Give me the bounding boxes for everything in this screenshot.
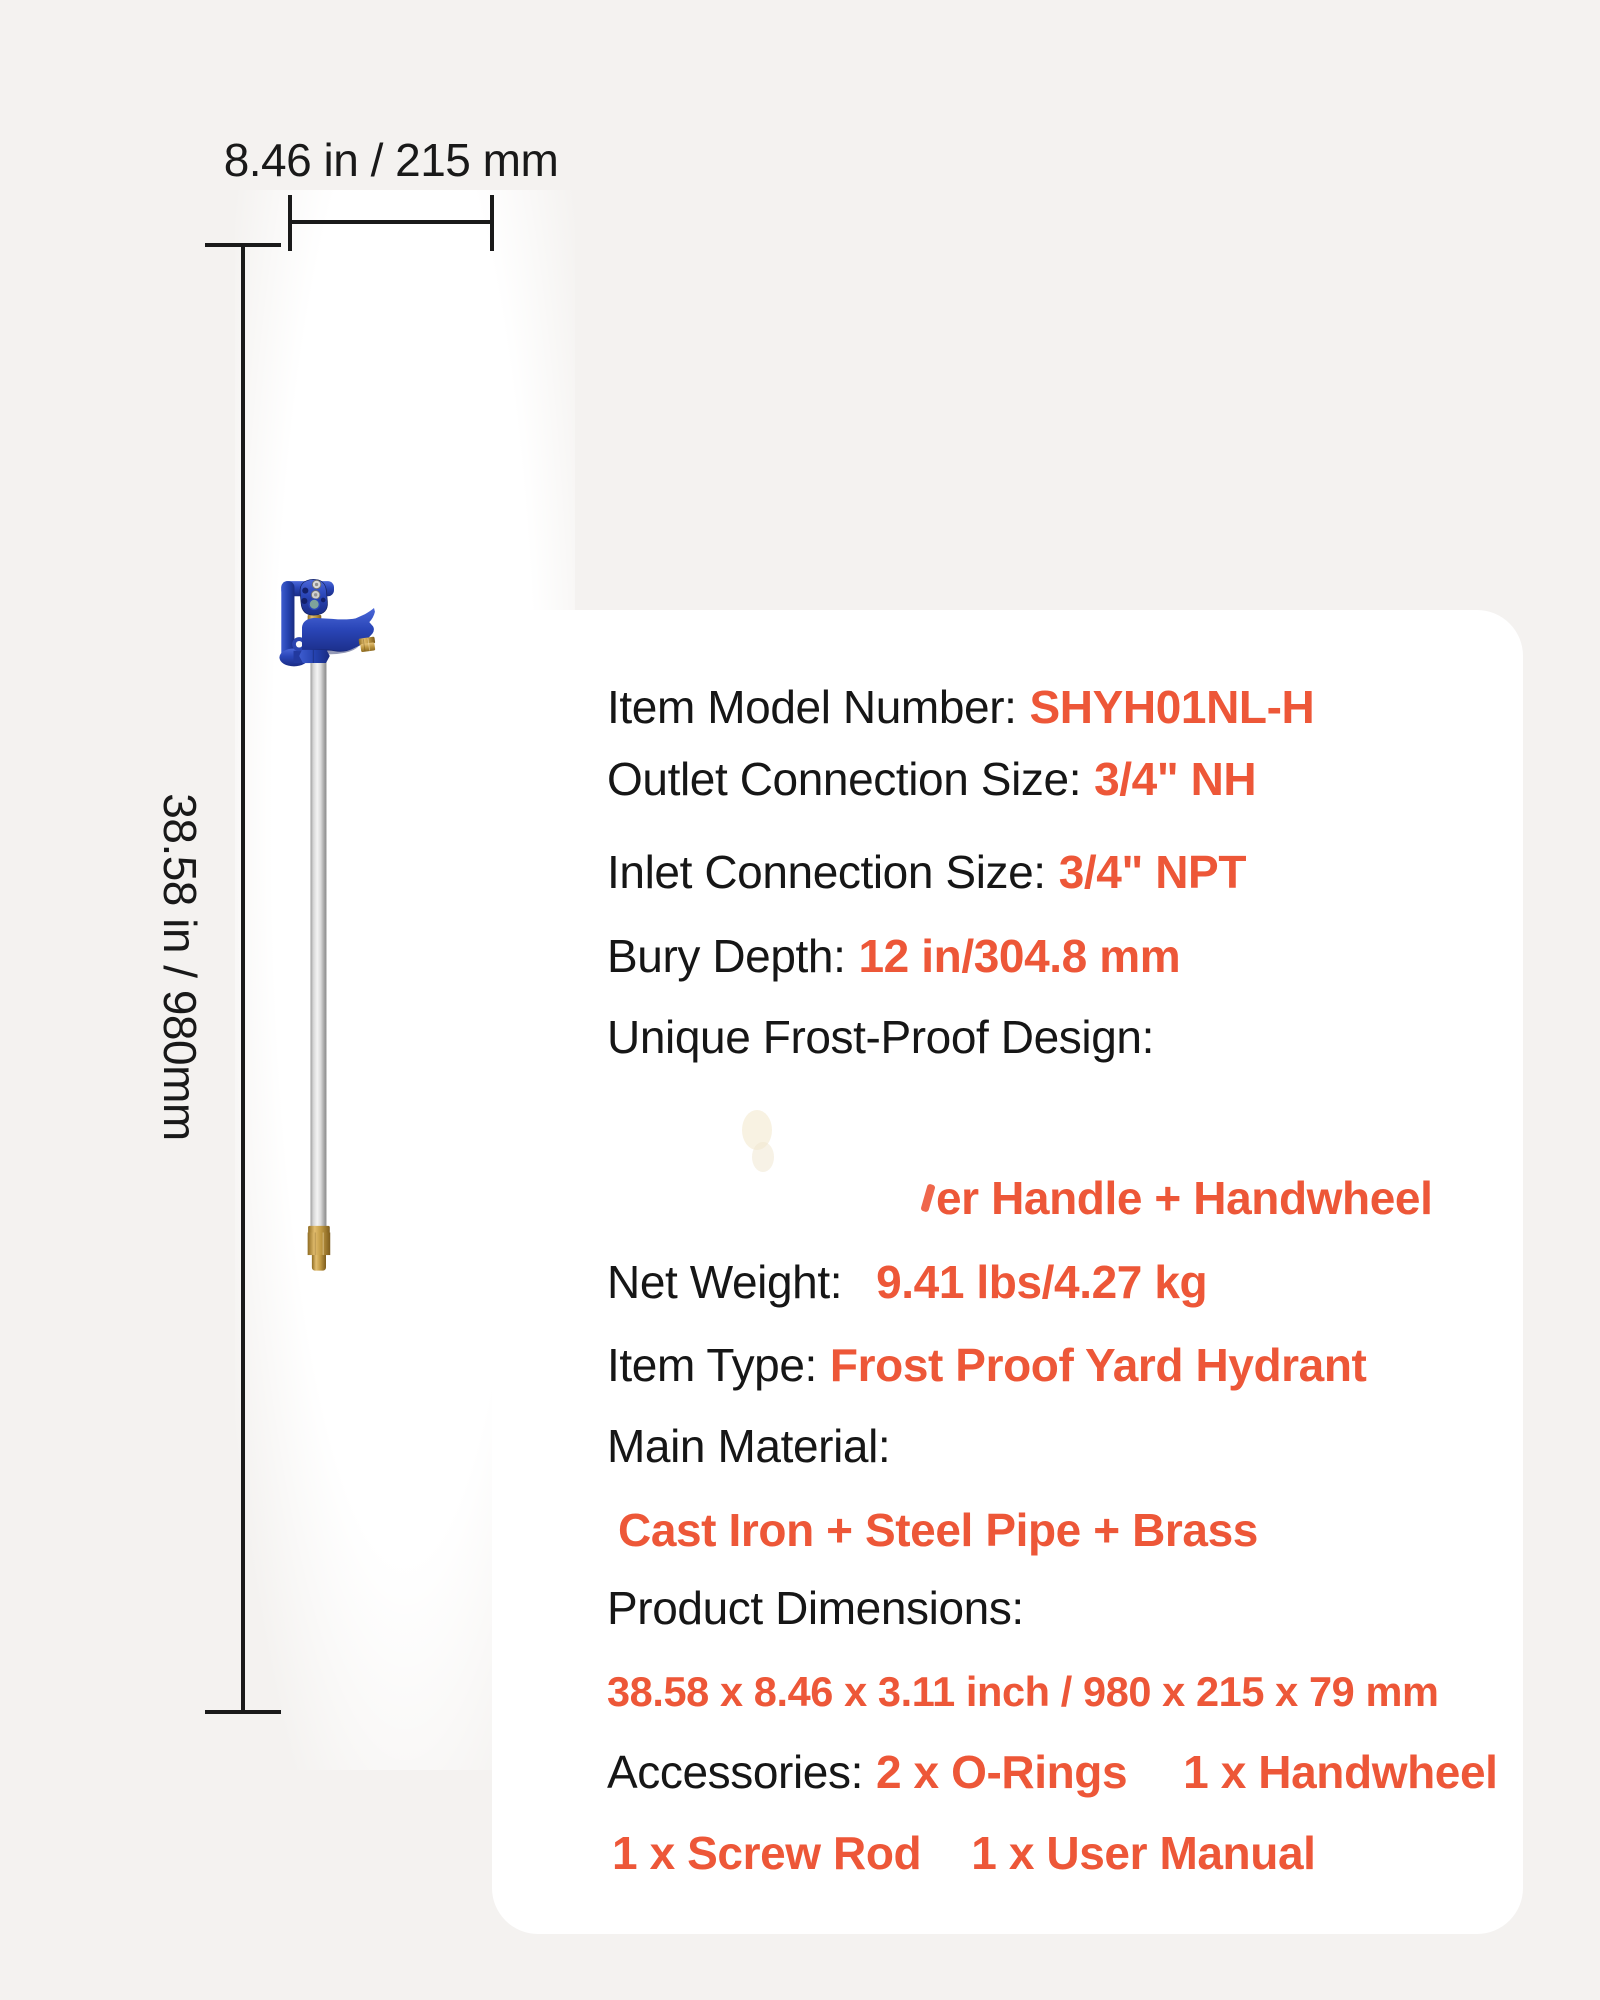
spec-label: Inlet Connection Size: [607,846,1046,898]
spec-value-2: 1 x Handwheel [1183,1746,1498,1798]
spec-value-2: 1 x User Manual [971,1827,1316,1879]
handwheel [300,579,327,615]
spec-label: Product Dimensions: [607,1582,1024,1634]
spec-line-frost-proof-design [607,1009,1167,1065]
spec-line-item-model-number [607,679,1314,735]
brass-inlet-fitting [308,1226,331,1271]
height-dimension-label: 38.58 in / 980mm [154,793,206,1141]
spec-label: Net Weight: [607,1256,843,1308]
height-dimension-line [241,245,245,1712]
spec-line-material-value [618,1502,1258,1558]
spec-value: 38.58 x 8.46 x 3.11 inch / 980 x 215 x 79 mm [607,1668,1439,1715]
spec-value: 3/4" NH [1094,753,1257,805]
width-dimension-label: 8.46 in / 215 mm [223,134,559,186]
spec-value: 9.41 lbs/4.27 kg [876,1256,1208,1308]
spec-label: Main Material: [607,1420,891,1472]
spec-line-accessories-continued [612,1825,1316,1881]
spec-value: 12 in/304.8 mm [858,930,1181,982]
spec-label: Outlet Connection Size: [607,753,1082,805]
spec-line-outlet-connection-size [607,751,1256,807]
spec-label: Bury Depth: [607,930,846,982]
spec-line-inlet-connection-size [607,844,1246,900]
spec-label: Accessories: [607,1746,863,1798]
spec-value: 1 x Screw Rod [612,1827,922,1879]
valve-seal-disc [309,599,319,609]
spec-value: SHYH01NL-H [1029,681,1315,733]
spec-line-dimensions-value [607,1664,1438,1720]
spec-value: Frost Proof Yard Hydrant [829,1339,1367,1391]
spec-line-item-type [607,1337,1366,1393]
spec-line-product-dimensions [607,1580,1037,1636]
hex-bonnet [299,650,330,663]
spec-label: Item Model Number: [607,681,1017,733]
yard-hydrant-image [270,235,510,1725]
spec-line-net-weight [607,1254,1207,1310]
spec-line-bury-depth [607,928,1180,984]
spec-line-partial-handle-handwheel [936,1170,1432,1226]
width-dimension-line [290,220,493,224]
spec-value: 3/4" NPT [1058,846,1247,898]
spec-value: Cast Iron + Steel Pipe + Brass [618,1504,1258,1556]
spec-label: Item Type: [607,1339,817,1391]
spec-label: Unique Frost-Proof Design: [607,1011,1154,1063]
spec-value: er Handle + Handwheel [936,1172,1433,1224]
brass-hose-adapter [359,637,377,653]
steel-standpipe [310,648,326,1228]
spec-line-accessories [607,1744,1498,1800]
erased-content-smudge [752,1142,774,1172]
spec-line-main-material [607,1418,903,1474]
spec-value: 2 x O-Rings [875,1746,1128,1798]
